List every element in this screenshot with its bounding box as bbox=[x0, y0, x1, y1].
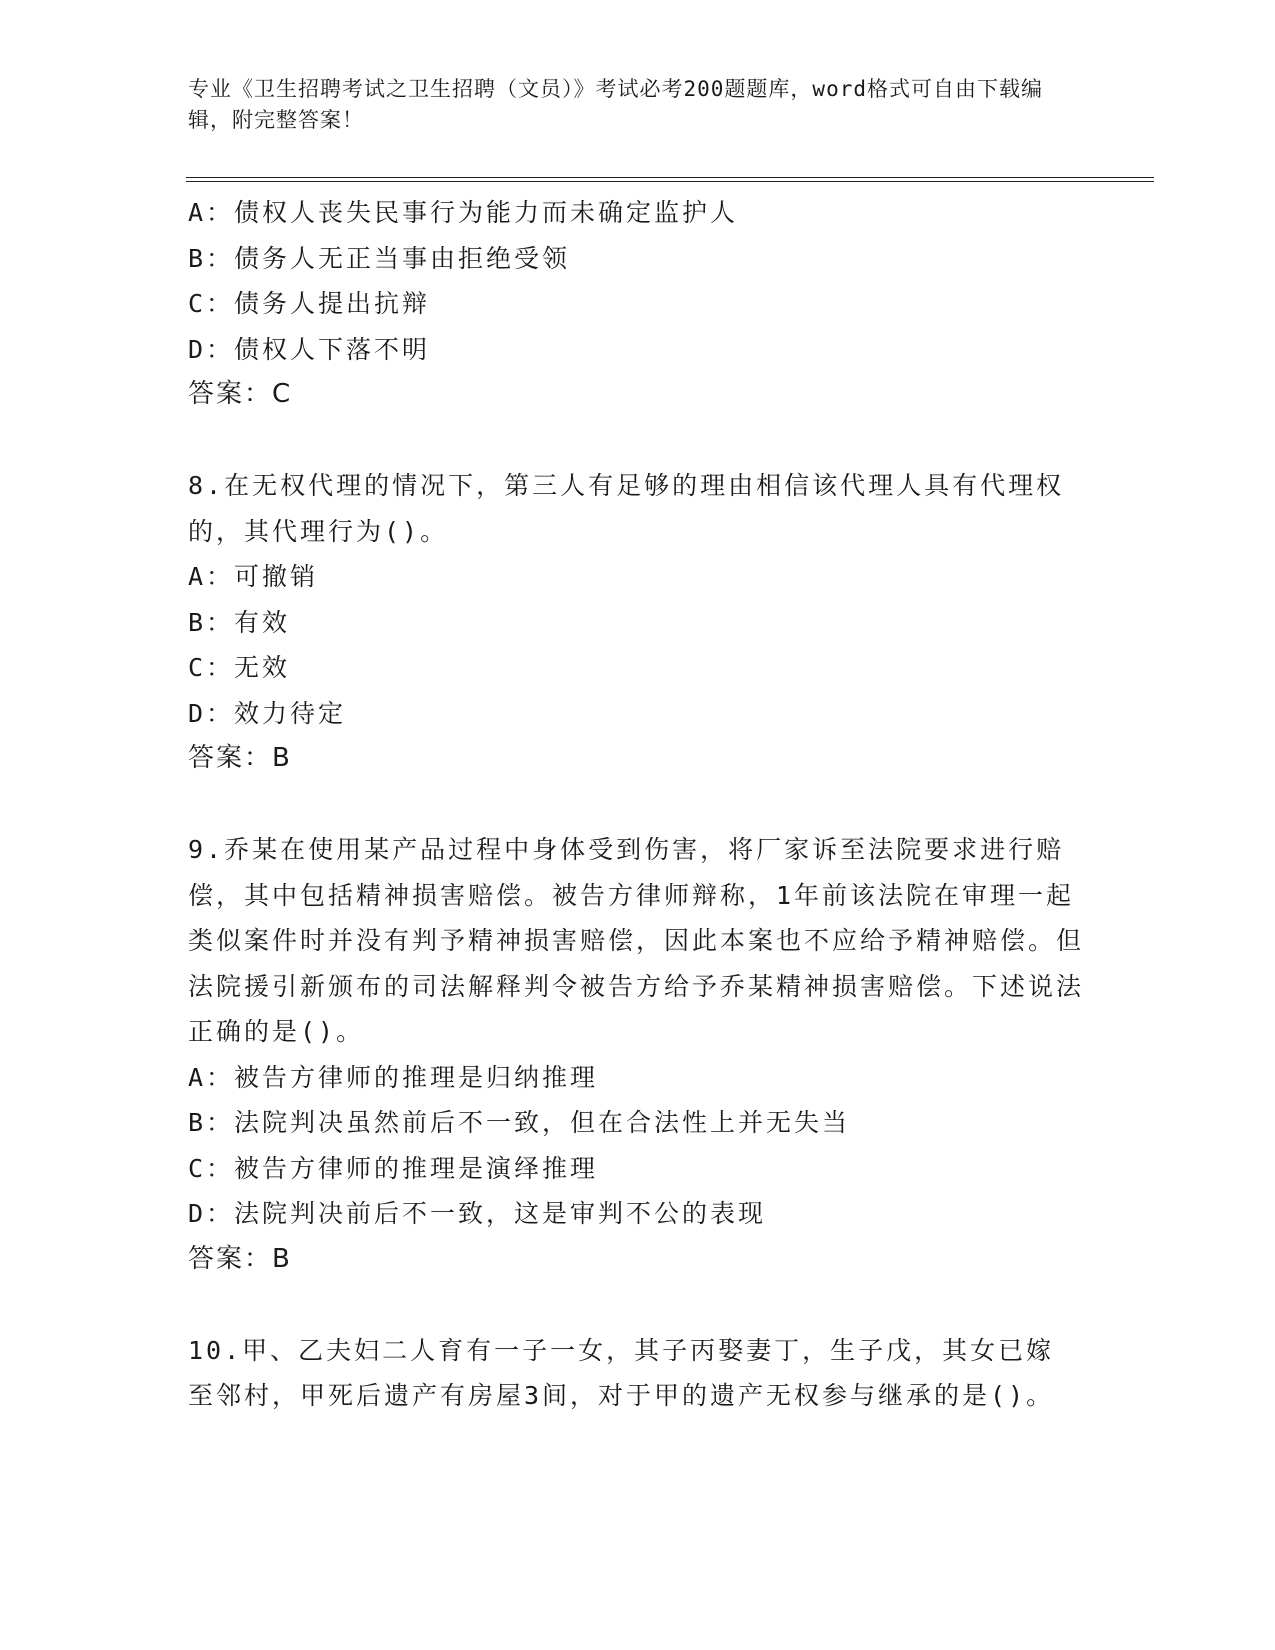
option-b: B：债务人无正当事由拒绝受领 bbox=[188, 243, 571, 273]
spacer bbox=[188, 1282, 1088, 1328]
option-c: C：被告方律师的推理是演绎推理 bbox=[188, 1153, 599, 1183]
question-stem: 10.甲、乙夫妇二人育有一子一女，其子丙娶妻丁，生子戊，其女已嫁至邻村，甲死后遗产有房屋3间，对于甲的遗产无权参与继承的是()。 bbox=[188, 1335, 1055, 1410]
option-b: B：法院判决虽然前后不一致，但在合法性上并无失当 bbox=[188, 1108, 851, 1137]
question-content bbox=[188, 190, 1088, 1419]
answer: 答案：B bbox=[188, 1243, 292, 1274]
header-rule-top bbox=[186, 177, 1154, 178]
spacer bbox=[188, 782, 1088, 828]
header-rule-bottom bbox=[186, 181, 1154, 182]
option-d: D：法院判决前后不一致，这是审判不公的表现 bbox=[188, 1199, 767, 1228]
option-a: A：被告方律师的推理是归纳推理 bbox=[188, 1062, 599, 1092]
spacer bbox=[188, 418, 1088, 464]
question-10 bbox=[188, 1328, 1088, 1419]
answer: 答案：B bbox=[188, 743, 292, 773]
option-a: A：可撤销 bbox=[188, 562, 319, 591]
option-c: C：债务人提出抗辩 bbox=[188, 289, 431, 318]
prev-question bbox=[188, 190, 1088, 418]
option-d: D：效力待定 bbox=[188, 698, 347, 728]
document-header: 专业《卫生招聘考试之卫生招聘（文员）》考试必考200题题库，word格式可自由下载编辑，附完整答案！ bbox=[188, 77, 1043, 132]
option-b: B：有效 bbox=[188, 607, 291, 637]
question-9 bbox=[188, 827, 1088, 1282]
question-8 bbox=[188, 463, 1088, 782]
option-a: A：债权人丧失民事行为能力而未确定监护人 bbox=[188, 198, 739, 227]
option-c: C：无效 bbox=[188, 653, 291, 682]
question-stem: 9.乔某在使用某产品过程中身体受到伤害，将厂家诉至法院要求进行赔偿，其中包括精神损害赔偿。被告方律师辩称，1年前该法院在审理一起类似案件时并没有判予精神损害赔偿，因此本案也不应给予精神赔偿。但法院援引新颁布的司法解释判令被告方给予乔某精神损害赔偿。下述说法正确的是()。 bbox=[188, 835, 1085, 1046]
question-stem: 8.在无权代理的情况下，第三人有足够的理由相信该代理人具有代理权的，其代理行为()。 bbox=[188, 471, 1065, 546]
answer: 答案：C bbox=[188, 379, 293, 409]
option-d: D：债权人下落不明 bbox=[188, 334, 431, 364]
